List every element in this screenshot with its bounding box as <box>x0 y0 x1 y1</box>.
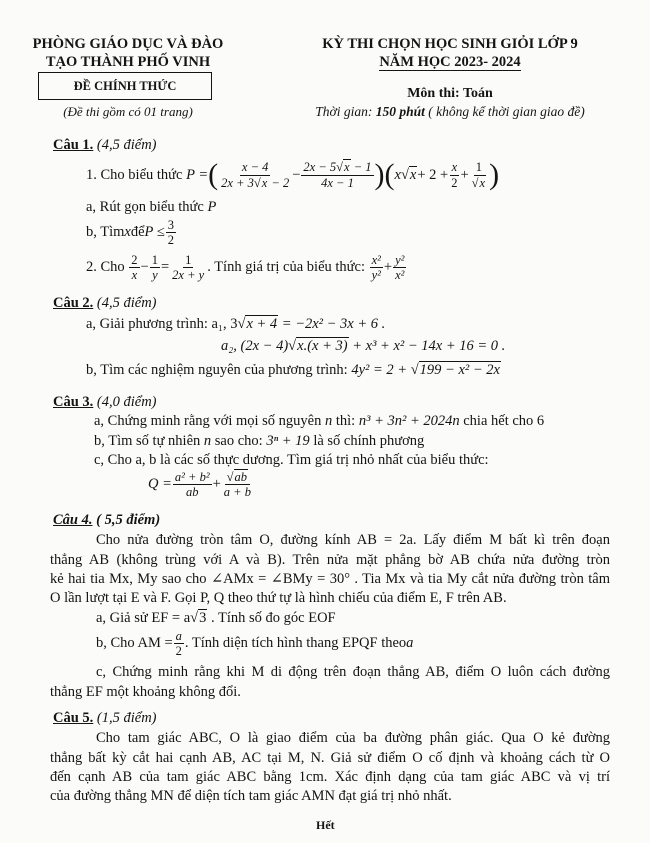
q4-b-rest: . Tính diện tích hình thang EPQF theo <box>184 635 407 652</box>
radicand: x <box>479 175 486 190</box>
radicand: x <box>344 160 350 175</box>
e-frac-3 <box>170 253 206 283</box>
q5-line1: Cho tam giác ABC, O là giao điểm của ba đường phân giác. Qua O kẻ đường <box>96 730 610 746</box>
q4-line3: kẻ hai tia Mx, My sao cho ∠AMx = ∠BMy = 30° . Tia Mx và tia My cắt nửa đường tròn tâm <box>50 571 610 587</box>
q1-heading <box>53 137 157 154</box>
q4-line4: O lần lượt tại E và F. Gọi P, Q theo thứ tự là hình chiếu của điểm E, F trên AB. <box>50 590 507 606</box>
q3-part-c: c, Cho a, b là các số thực dương. Tìm giá trị nhỏ nhất của biểu thức: <box>94 452 489 468</box>
q1-a-text: a, Rút gọn biểu thức <box>86 199 204 215</box>
q2-a2-rest: + x³ + x² − 14x + 16 = 0 . <box>348 338 506 354</box>
q1-points: (4,5 điểm) <box>93 137 157 153</box>
q4-heading <box>53 512 160 529</box>
q-frac-1 <box>173 470 212 500</box>
sqrt: √x <box>471 175 486 190</box>
q1-part-2 <box>86 253 407 283</box>
sqrt: √ab <box>225 470 250 485</box>
department-line2: TẠO THÀNH PHỐ VINH <box>45 54 211 70</box>
q-frac-2 <box>222 470 253 500</box>
q1-p2-label: 2. Cho <box>86 259 125 276</box>
e-n3: 1 <box>185 253 192 267</box>
f2-num-a: 2x − 5 <box>303 160 337 175</box>
q3-b-var: n <box>200 433 215 449</box>
radicand: 3 <box>199 610 207 626</box>
q3-part-a <box>94 413 544 430</box>
q4-title: Câu 4. <box>53 512 93 528</box>
q3-a-expr: n³ + 3n² + 2024n <box>355 413 464 429</box>
sqrt: √x <box>336 160 350 175</box>
g-b: + 2 + <box>417 166 449 183</box>
q2-part-a2 <box>221 338 505 355</box>
q2-b-label: b, Tìm các nghiệm nguyên của phương trình: <box>86 362 348 378</box>
e-d1: x <box>131 268 138 283</box>
q3-part-b <box>94 433 424 450</box>
q4-b-var: a <box>406 635 414 652</box>
plus-sign: + <box>460 166 469 183</box>
equals-sign: = <box>160 259 170 276</box>
q4-part-a <box>96 610 336 627</box>
r-d1: y² <box>371 268 381 283</box>
radicand: x + 4 <box>246 316 278 332</box>
paren-close: ) <box>374 158 385 191</box>
plus-sign: + <box>383 259 393 276</box>
f1-den <box>219 176 291 190</box>
fraction-1 <box>219 160 291 190</box>
time-limit <box>280 104 620 120</box>
f1-den-b: − 2 <box>268 175 290 190</box>
f2-den: 4x − 1 <box>321 175 354 190</box>
time-value: 150 phút <box>375 104 425 119</box>
r-n2: y² <box>395 253 405 267</box>
q5-line4: của đường thẳng MN để diện tích tam giác AMN đạt giá trị nhỏ nhất. <box>50 788 452 804</box>
plus-sign: + <box>212 476 221 493</box>
q3-q-expression <box>148 470 254 500</box>
e-d3: 2x + y <box>172 268 205 283</box>
q3-points: (4,0 điểm) <box>93 394 157 410</box>
q1-part-a <box>86 199 216 216</box>
q2-part-a1 <box>86 316 385 333</box>
q-lhs: Q = <box>148 476 172 493</box>
official-stamp-box: ĐỀ CHÍNH THỨC <box>38 72 212 100</box>
b-den: 2 <box>175 644 182 659</box>
q2-part-b <box>86 362 501 379</box>
sqrt: √x + 4 <box>237 316 278 332</box>
time-prefix: Thời gian: <box>315 104 376 119</box>
q5-title: Câu 5. <box>53 710 94 726</box>
radicand: 199 − x² − 2x <box>419 362 500 378</box>
fraction-3-2 <box>166 218 176 248</box>
radicand: x.(x + 3) <box>297 338 348 354</box>
r-d2: x² <box>395 268 405 283</box>
department-line1: PHÒNG GIÁO DỤC VÀ ĐÀO <box>32 36 224 52</box>
e-frac-2 <box>150 253 160 283</box>
f4-num: 1 <box>475 160 482 175</box>
g-a: x <box>394 166 401 183</box>
q4-part-b <box>96 629 413 659</box>
subject: Môn thi: Toán <box>407 86 493 101</box>
school-year <box>290 54 610 71</box>
q4-a-pre: a, Giả sử EF = a <box>96 610 191 626</box>
f3-num: x <box>451 160 458 175</box>
q3-heading <box>53 394 157 411</box>
end-marker: Hết <box>316 818 335 832</box>
q5-line3: đến cạnh AB của tam giác ABC bằng 1cm. Xác định dạng của tam giác ABC và vị trí <box>50 769 610 785</box>
q3-b-expr: 3ⁿ + 19 <box>262 433 314 449</box>
q3-b-mid: sao cho: <box>214 433 263 449</box>
b-num: 3 <box>167 218 174 232</box>
sqrt: √x <box>400 166 417 183</box>
sqrt: √199 − x² − 2x <box>410 362 500 378</box>
b-den: 2 <box>167 233 174 248</box>
school-year-text: NĂM HỌC 2023- 2024 <box>379 54 521 70</box>
q4-points: ( 5,5 điểm) <box>92 512 161 528</box>
r-frac-1 <box>370 253 383 283</box>
paren-open: ( <box>208 158 219 191</box>
q2-points: (4,5 điểm) <box>93 295 157 311</box>
f2-num <box>301 160 373 175</box>
q1-b-label: b, Tìm <box>86 224 125 241</box>
e-d2: y <box>152 268 158 283</box>
q3-b-text: b, Tìm số tự nhiên <box>94 433 201 449</box>
q3-a-text: a, Chứng minh rằng với mọi số nguyên <box>94 413 322 429</box>
q1-expression <box>86 160 499 190</box>
f1-num: x − 4 <box>241 160 269 175</box>
q1-p1-label: 1. Cho biểu thức <box>86 166 183 183</box>
q5-heading <box>53 710 157 727</box>
q2-title: Câu 2. <box>53 295 94 311</box>
q2-b-pre: 4y² = 2 + <box>347 362 411 378</box>
q1-p2-text: . Tính giá trị của biểu thức: <box>207 259 365 276</box>
r-frac-2 <box>393 253 406 283</box>
radicand: x <box>409 166 417 183</box>
q1-a-var: P <box>203 199 217 215</box>
q5-points: (1,5 điểm) <box>93 710 157 726</box>
r-n1: x² <box>371 253 381 267</box>
q1-b-mid: để <box>130 224 145 241</box>
paren-close: ) <box>489 158 500 191</box>
minus-sign: − <box>140 259 149 276</box>
q2-a-label: a, Giải phương trình: a₁, 3 <box>86 316 238 332</box>
q-d2: a + b <box>223 485 251 500</box>
q-n1: a² + b² <box>174 470 210 484</box>
fraction-2 <box>301 160 373 190</box>
fraction-3 <box>449 160 459 190</box>
q3-a-end: chia hết cho 6 <box>463 413 545 429</box>
f2-num-b: − 1 <box>350 160 372 175</box>
q3-title: Câu 3. <box>53 394 94 410</box>
q1-p-lhs: P = <box>186 166 209 183</box>
q1-part-b <box>86 218 177 248</box>
sqrt: √x <box>253 175 268 190</box>
e-n1: 2 <box>131 253 138 267</box>
f3-den: 2 <box>451 175 458 190</box>
q4-line2: thẳng AB (không trùng với A và B). Trên nửa mặt phẳng bờ AB chứa nửa đường tròn <box>50 552 610 568</box>
radicand: x <box>261 175 268 190</box>
b-num: a <box>175 629 182 643</box>
minus-sign: − <box>292 166 301 183</box>
e-frac-1 <box>129 253 139 283</box>
pages-note: (Đề thi gồm có 01 trang) <box>63 104 193 119</box>
q4-line1: Cho nửa đường tròn tâm O, đường kính AB = 2a. Lấy điểm M bất kì trên đoạn <box>96 532 610 548</box>
q2-a1-rest: = −2x² − 3x + 6 . <box>278 316 386 332</box>
q1-b-var: x <box>124 224 131 241</box>
q3-b-end: là số chính phương <box>313 433 425 449</box>
q2-a2-pre: a₂, (2x − 4) <box>221 338 289 354</box>
sqrt: √3 <box>190 610 207 626</box>
q3-a-mid: thì: <box>335 413 356 429</box>
sqrt: √x.(x + 3) <box>288 338 348 354</box>
q4-b-pre: b, Cho AM = <box>96 635 173 652</box>
q2-heading <box>53 295 157 312</box>
radicand: ab <box>234 470 248 484</box>
fraction-4 <box>470 160 488 190</box>
time-suffix: ( không kể thời gian giao đề) <box>424 104 585 119</box>
q1-b-ineq: P ≤ <box>144 224 165 241</box>
b-frac <box>174 629 184 659</box>
exam-title: KỲ THI CHỌN HỌC SINH GIỎI LỚP 9 <box>322 36 578 52</box>
q3-a-var: n <box>321 413 336 429</box>
f1-den-a: 2x + 3 <box>221 175 254 190</box>
q4-a-rest: . Tính số đo góc EOF <box>207 610 336 626</box>
q4-part-c-line1: c, Chứng minh rằng khi M di động trên đoạn thẳng AB, điểm O luôn cách đường <box>96 664 610 680</box>
q4-part-c-line2: thẳng EF một khoảng không đổi. <box>50 684 241 700</box>
e-n2: 1 <box>151 253 158 267</box>
q-d1: ab <box>185 485 199 500</box>
q1-title: Câu 1. <box>53 137 94 153</box>
q5-line2: thẳng bất kỳ cắt hai cạnh AB, AC tại M, N. Giả sử điểm O cố định và khoảng cách từ O <box>50 750 610 766</box>
paren-open: ( <box>384 158 395 191</box>
